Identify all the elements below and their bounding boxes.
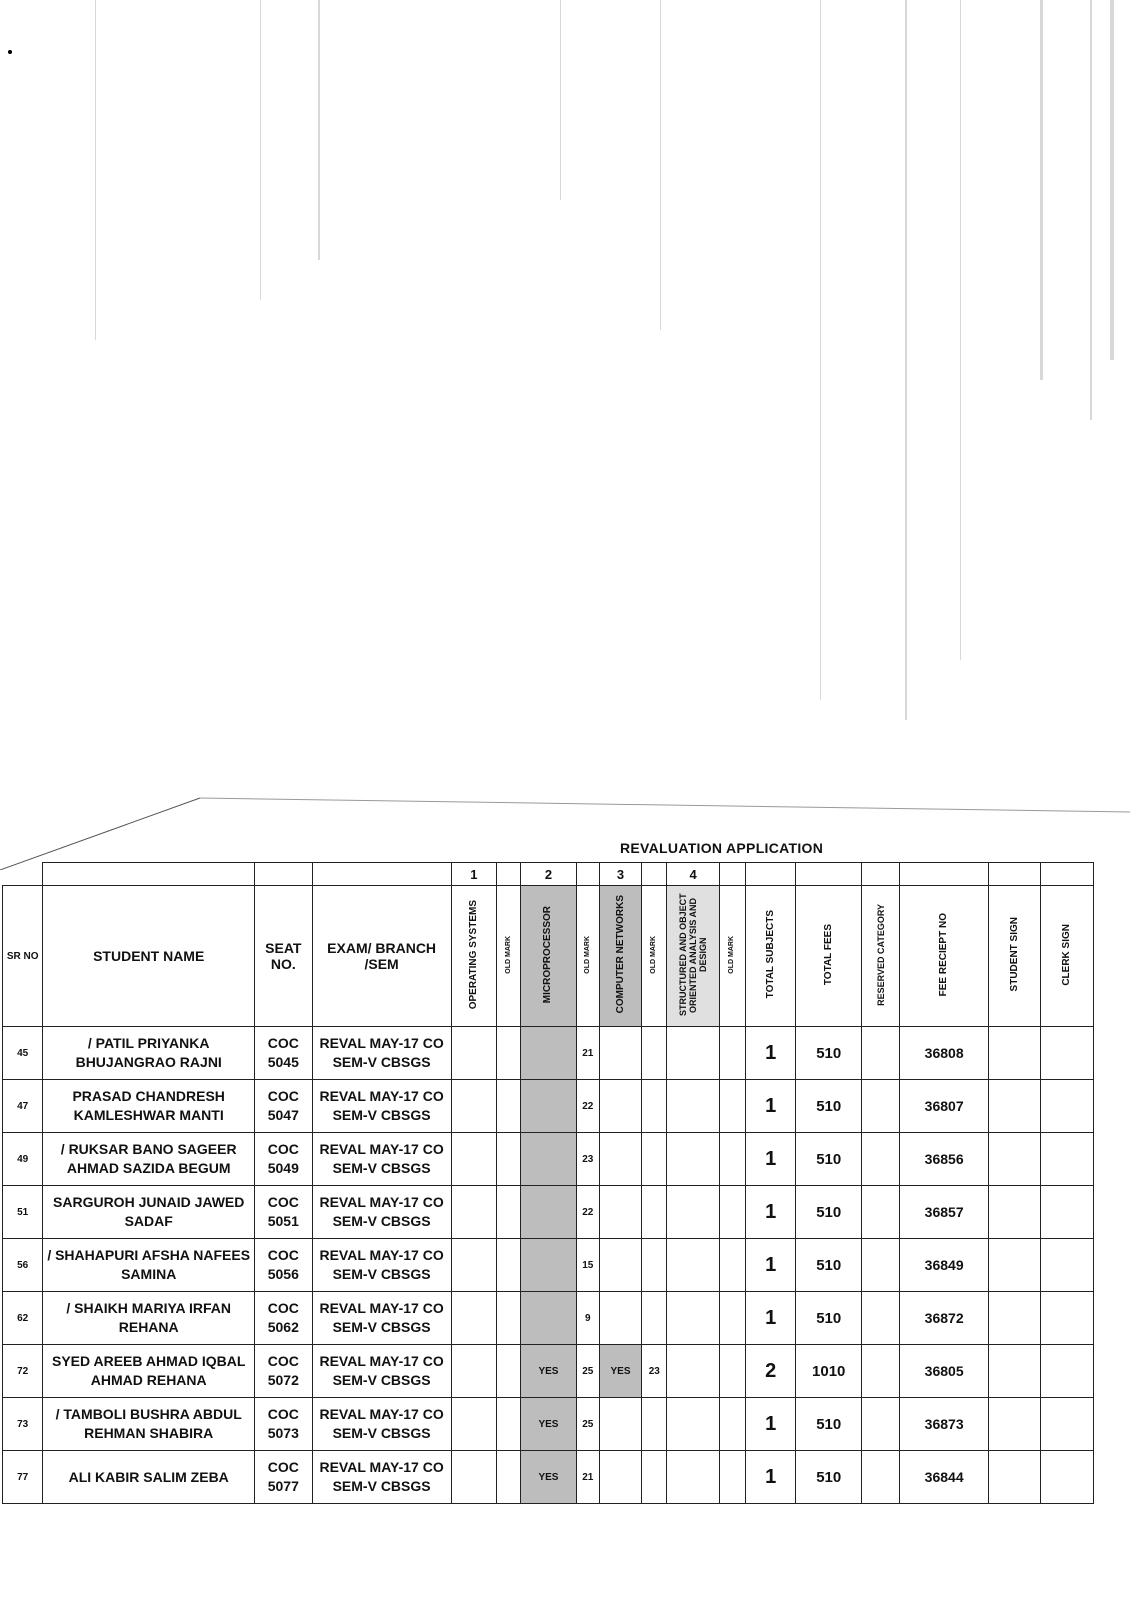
exam-cell: REVAL MAY-17 CO SEM-V CBSGS — [312, 1186, 451, 1239]
revaluation-table — [2, 862, 1094, 1504]
subject-2-cell — [521, 1133, 576, 1186]
clerk-sign-cell — [1041, 1398, 1094, 1451]
subject-2-cell: YES — [521, 1345, 576, 1398]
total-fees-cell: 510 — [796, 1027, 862, 1080]
student-sign-cell — [989, 1080, 1041, 1133]
student-sign-cell — [989, 1133, 1041, 1186]
subject-2-cell — [521, 1239, 576, 1292]
seat-no-cell: COC 5049 — [255, 1133, 312, 1186]
clerk-sign-cell — [1041, 1345, 1094, 1398]
sr-no-cell: 49 — [3, 1133, 43, 1186]
old-mark-3-cell — [642, 1133, 667, 1186]
subject-2-cell — [521, 1292, 576, 1345]
fee-receipt-cell: 36872 — [900, 1292, 989, 1345]
student-name-cell: / TAMBOLI BUSHRA ABDUL REHMAN SHABIRA — [43, 1398, 255, 1451]
subject-3-cell — [599, 1186, 641, 1239]
student-name-cell: ALI KABIR SALIM ZEBA — [43, 1451, 255, 1504]
old-mark-4-cell — [719, 1186, 745, 1239]
total-subjects-cell: 1 — [746, 1133, 796, 1186]
subject-3-cell — [599, 1080, 641, 1133]
old-mark-1-cell — [497, 1080, 521, 1133]
subject-1-cell — [451, 1451, 496, 1504]
subject-3-cell — [599, 1133, 641, 1186]
old-mark-4-cell — [719, 1133, 745, 1186]
reserved-category-cell — [861, 1292, 899, 1345]
student-name-cell: / SHAIKH MARIYA IRFAN REHANA — [43, 1292, 255, 1345]
subject-1-cell — [451, 1345, 496, 1398]
sr-no-cell: 51 — [3, 1186, 43, 1239]
fee-receipt-cell: 36808 — [900, 1027, 989, 1080]
subject-1-cell — [451, 1398, 496, 1451]
subject-4-cell — [667, 1186, 719, 1239]
total-subjects-cell: 2 — [746, 1345, 796, 1398]
student-sign-cell — [989, 1027, 1041, 1080]
student-name-cell: SARGUROH JUNAID JAWED SADAF — [43, 1186, 255, 1239]
table-body — [3, 1027, 1094, 1504]
fee-receipt-cell: 36807 — [900, 1080, 989, 1133]
exam-header: EXAM/ BRANCH /SEM — [312, 886, 451, 1027]
subject-3-cell — [599, 1451, 641, 1504]
old-mark-2-cell: 25 — [576, 1345, 599, 1398]
seat-no-cell: COC 5062 — [255, 1292, 312, 1345]
old-mark-1-cell — [497, 1239, 521, 1292]
student-sign-cell — [989, 1292, 1041, 1345]
exam-cell: REVAL MAY-17 CO SEM-V CBSGS — [312, 1133, 451, 1186]
sr-no-cell: 62 — [3, 1292, 43, 1345]
subject-number-1: 1 — [451, 863, 496, 886]
fee-receipt-cell: 36849 — [900, 1239, 989, 1292]
old-mark-3-cell — [642, 1292, 667, 1345]
seat-no-cell: COC 5045 — [255, 1027, 312, 1080]
total-fees-cell: 510 — [796, 1133, 862, 1186]
total-subjects-cell: 1 — [746, 1027, 796, 1080]
exam-cell: REVAL MAY-17 CO SEM-V CBSGS — [312, 1239, 451, 1292]
table-row — [3, 1451, 1094, 1504]
subject-1-cell — [451, 1186, 496, 1239]
exam-cell: REVAL MAY-17 CO SEM-V CBSGS — [312, 1398, 451, 1451]
seat-no-cell: COC 5077 — [255, 1451, 312, 1504]
student-name-header: STUDENT NAME — [43, 886, 255, 1027]
table-row — [3, 1292, 1094, 1345]
old-mark-4-cell — [719, 1451, 745, 1504]
subject-1-cell — [451, 1239, 496, 1292]
subject-header-4: STRUCTURED AND OBJECT ORIENTED ANALYSIS AND DESIGN — [678, 893, 709, 1016]
subject-number-2: 2 — [521, 863, 576, 886]
total-subjects-cell: 1 — [746, 1239, 796, 1292]
student-name-cell: / PATIL PRIYANKA BHUJANGRAO RAJNI — [43, 1027, 255, 1080]
sr-no-cell: 47 — [3, 1080, 43, 1133]
reserved-category-header: RESERVED CATEGORY — [875, 903, 886, 1006]
clerk-sign-cell — [1041, 1186, 1094, 1239]
student-sign-cell — [989, 1345, 1041, 1398]
table-row — [3, 1133, 1094, 1186]
total-fees-header: TOTAL FEES — [822, 923, 834, 986]
total-fees-cell: 510 — [796, 1239, 862, 1292]
old-mark-4-cell — [719, 1239, 745, 1292]
fee-receipt-cell: 36857 — [900, 1186, 989, 1239]
scan-noise — [0, 0, 1130, 760]
scan-edge-line — [0, 790, 1130, 870]
reserved-category-cell — [861, 1133, 899, 1186]
old-mark-3-cell — [642, 1451, 667, 1504]
reserved-category-cell — [861, 1451, 899, 1504]
reserved-category-cell — [861, 1027, 899, 1080]
total-fees-cell: 510 — [796, 1080, 862, 1133]
total-fees-cell: 510 — [796, 1292, 862, 1345]
seat-no-cell: COC 5051 — [255, 1186, 312, 1239]
subject-4-cell — [667, 1027, 719, 1080]
exam-cell: REVAL MAY-17 CO SEM-V CBSGS — [312, 1451, 451, 1504]
fee-receipt-cell: 36805 — [900, 1345, 989, 1398]
total-subjects-cell: 1 — [746, 1398, 796, 1451]
fee-receipt-cell: 36873 — [900, 1398, 989, 1451]
old-mark-2-cell: 21 — [576, 1451, 599, 1504]
exam-cell: REVAL MAY-17 CO SEM-V CBSGS — [312, 1027, 451, 1080]
total-subjects-header: TOTAL SUBJECTS — [764, 910, 776, 999]
seat-no-header: SEAT NO. — [255, 886, 312, 1027]
seat-no-cell: COC 5056 — [255, 1239, 312, 1292]
fee-receipt-cell: 36844 — [900, 1451, 989, 1504]
student-sign-cell — [989, 1239, 1041, 1292]
clerk-sign-cell — [1041, 1239, 1094, 1292]
subject-3-cell — [599, 1398, 641, 1451]
fee-receipt-header: FEE RECIEPT NO — [938, 912, 950, 997]
student-name-cell: PRASAD CHANDRESH KAMLESHWAR MANTI — [43, 1080, 255, 1133]
old-mark-4-cell — [719, 1080, 745, 1133]
old-mark-header: OLD MARK — [583, 935, 591, 974]
old-mark-4-cell — [719, 1398, 745, 1451]
old-mark-2-cell: 22 — [576, 1080, 599, 1133]
old-mark-1-cell — [497, 1292, 521, 1345]
old-mark-1-cell — [497, 1451, 521, 1504]
reserved-category-cell — [861, 1345, 899, 1398]
table-row — [3, 1239, 1094, 1292]
subject-4-cell — [667, 1080, 719, 1133]
subject-2-cell: YES — [521, 1398, 576, 1451]
old-mark-2-cell: 9 — [576, 1292, 599, 1345]
total-fees-cell: 510 — [796, 1398, 862, 1451]
clerk-sign-cell — [1041, 1292, 1094, 1345]
header-row — [3, 886, 1094, 1027]
old-mark-1-cell — [497, 1186, 521, 1239]
subject-3-cell: YES — [599, 1345, 641, 1398]
old-mark-3-cell — [642, 1398, 667, 1451]
clerk-sign-cell — [1041, 1451, 1094, 1504]
old-mark-3-cell — [642, 1027, 667, 1080]
sr-no-cell: 73 — [3, 1398, 43, 1451]
subject-1-cell — [451, 1292, 496, 1345]
subject-header-2: MICROPROCESSOR — [542, 905, 554, 1004]
sr-no-cell: 72 — [3, 1345, 43, 1398]
sr-no-cell: 77 — [3, 1451, 43, 1504]
old-mark-4-cell — [719, 1345, 745, 1398]
old-mark-1-cell — [497, 1133, 521, 1186]
student-name-cell: / SHAHAPURI AFSHA NAFEES SAMINA — [43, 1239, 255, 1292]
subject-4-cell — [667, 1292, 719, 1345]
total-fees-cell: 1010 — [796, 1345, 862, 1398]
subject-header-3: COMPUTER NETWORKS — [614, 895, 626, 1014]
old-mark-3-cell — [642, 1186, 667, 1239]
subject-1-cell — [451, 1133, 496, 1186]
subject-3-cell — [599, 1292, 641, 1345]
subject-number-3: 3 — [599, 863, 641, 886]
old-mark-header: OLD MARK — [728, 935, 736, 974]
seat-no-cell: COC 5073 — [255, 1398, 312, 1451]
clerk-sign-cell — [1041, 1080, 1094, 1133]
total-fees-cell: 510 — [796, 1451, 862, 1504]
old-mark-2-cell: 25 — [576, 1398, 599, 1451]
old-mark-4-cell — [719, 1292, 745, 1345]
exam-cell: REVAL MAY-17 CO SEM-V CBSGS — [312, 1080, 451, 1133]
old-mark-2-cell: 21 — [576, 1027, 599, 1080]
subject-2-cell — [521, 1186, 576, 1239]
old-mark-2-cell: 23 — [576, 1133, 599, 1186]
subject-3-cell — [599, 1027, 641, 1080]
clerk-sign-header: CLERK SIGN — [1061, 923, 1073, 986]
table-row — [3, 1186, 1094, 1239]
table-row — [3, 1398, 1094, 1451]
old-mark-2-cell: 15 — [576, 1239, 599, 1292]
total-subjects-cell: 1 — [746, 1292, 796, 1345]
sr-no-cell: 45 — [3, 1027, 43, 1080]
table-row — [3, 1345, 1094, 1398]
subject-number-row — [3, 863, 1094, 886]
old-mark-1-cell — [497, 1398, 521, 1451]
subject-4-cell — [667, 1239, 719, 1292]
student-name-cell: / RUKSAR BANO SAGEER AHMAD SAZIDA BEGUM — [43, 1133, 255, 1186]
old-mark-3-cell — [642, 1239, 667, 1292]
student-sign-cell — [989, 1451, 1041, 1504]
total-subjects-cell: 1 — [746, 1186, 796, 1239]
subject-4-cell — [667, 1133, 719, 1186]
old-mark-1-cell — [497, 1345, 521, 1398]
reserved-category-cell — [861, 1239, 899, 1292]
student-name-cell: SYED AREEB AHMAD IQBAL AHMAD REHANA — [43, 1345, 255, 1398]
subject-4-cell — [667, 1451, 719, 1504]
subject-3-cell — [599, 1239, 641, 1292]
subject-1-cell — [451, 1027, 496, 1080]
seat-no-cell: COC 5047 — [255, 1080, 312, 1133]
subject-2-cell — [521, 1027, 576, 1080]
seat-no-cell: COC 5072 — [255, 1345, 312, 1398]
exam-cell: REVAL MAY-17 CO SEM-V CBSGS — [312, 1292, 451, 1345]
total-subjects-cell: 1 — [746, 1080, 796, 1133]
reserved-category-cell — [861, 1080, 899, 1133]
fee-receipt-cell: 36856 — [900, 1133, 989, 1186]
old-mark-4-cell — [719, 1027, 745, 1080]
subject-2-cell — [521, 1080, 576, 1133]
clerk-sign-cell — [1041, 1133, 1094, 1186]
exam-cell: REVAL MAY-17 CO SEM-V CBSGS — [312, 1345, 451, 1398]
student-sign-cell — [989, 1186, 1041, 1239]
old-mark-header: OLD MARK — [504, 935, 512, 974]
table-row — [3, 1027, 1094, 1080]
sr-no-cell: 56 — [3, 1239, 43, 1292]
student-sign-header: STUDENT SIGN — [1008, 917, 1020, 992]
subject-header-1: OPERATING SYSTEMS — [467, 899, 479, 1010]
old-mark-2-cell: 22 — [576, 1186, 599, 1239]
old-mark-header: OLD MARK — [650, 935, 658, 974]
total-subjects-cell: 1 — [746, 1451, 796, 1504]
subject-number-4: 4 — [667, 863, 719, 886]
subject-1-cell — [451, 1080, 496, 1133]
old-mark-3-cell: 23 — [642, 1345, 667, 1398]
document-title: REVALUATION APPLICATION — [620, 840, 824, 856]
table-row — [3, 1080, 1094, 1133]
sr-no-header: SR NO — [3, 886, 43, 1027]
total-fees-cell: 510 — [796, 1186, 862, 1239]
clerk-sign-cell — [1041, 1027, 1094, 1080]
student-sign-cell — [989, 1398, 1041, 1451]
reserved-category-cell — [861, 1186, 899, 1239]
subject-2-cell: YES — [521, 1451, 576, 1504]
old-mark-3-cell — [642, 1080, 667, 1133]
subject-4-cell — [667, 1345, 719, 1398]
subject-4-cell — [667, 1398, 719, 1451]
reserved-category-cell — [861, 1398, 899, 1451]
old-mark-1-cell — [497, 1027, 521, 1080]
